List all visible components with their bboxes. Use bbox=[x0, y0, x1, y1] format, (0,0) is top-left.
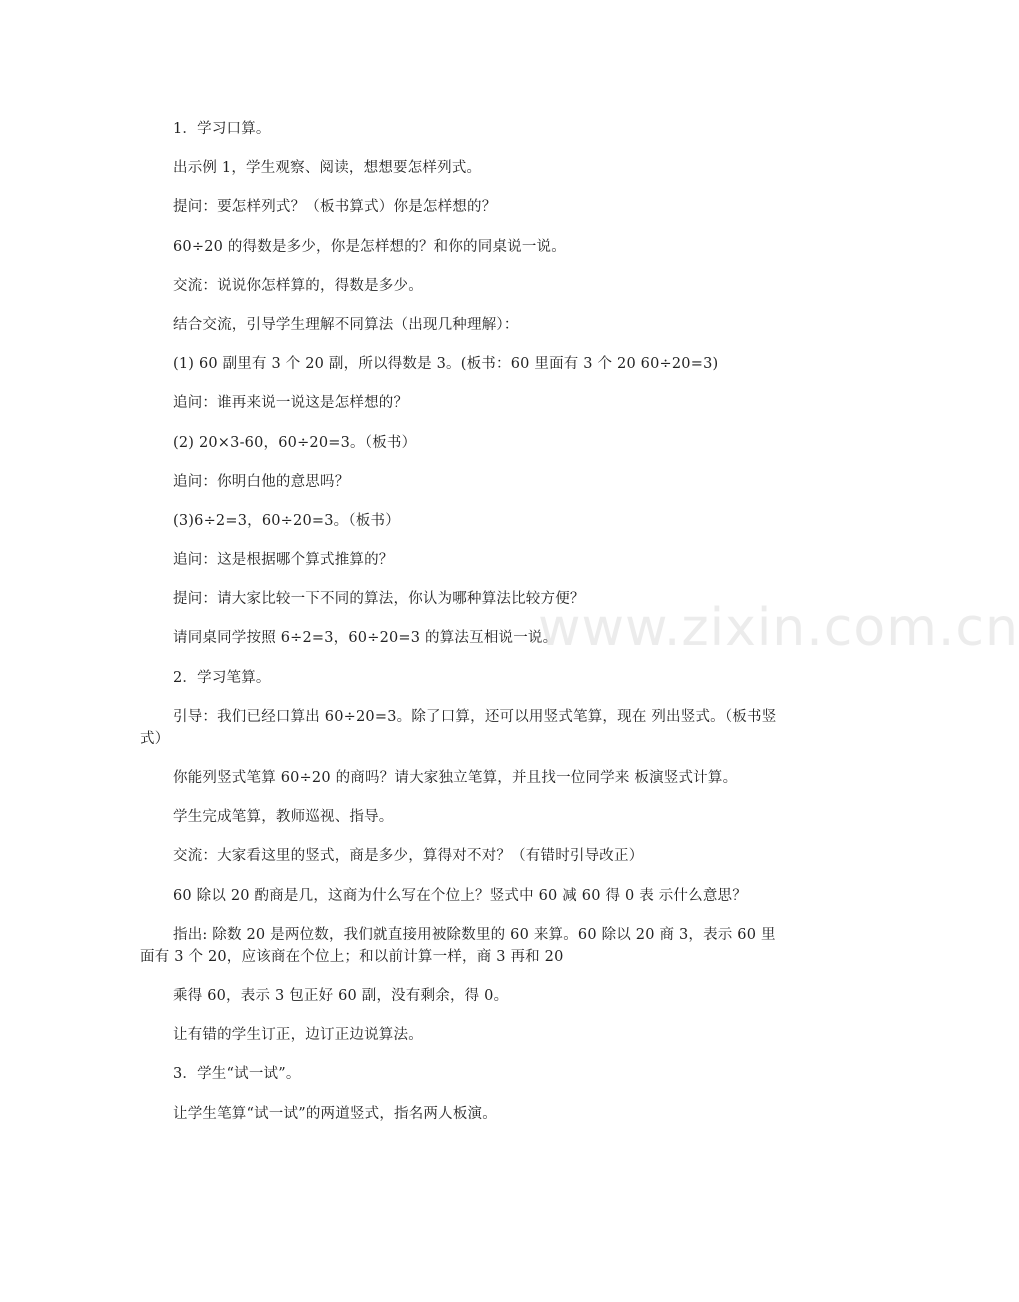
paragraph: 学生完成笔算，教师巡视、指导。 bbox=[173, 809, 394, 826]
paragraph: (2) 20×3-60，60÷20=3。（板书） bbox=[173, 434, 417, 451]
paragraph: (3)6÷2=3，60÷20=3。（板书） bbox=[173, 512, 400, 529]
document-body bbox=[140, 118, 790, 1142]
paragraph: 提问：要怎样列式？（板书算式）你是怎样想的？ bbox=[173, 199, 497, 216]
paragraph: 追问：你明白他的意思吗？ bbox=[173, 473, 350, 490]
paragraph: 60 除以 20 酌商是几，这商为什么写在个位上？竖式中 60 减 60 得 0 表 示什么意思？ bbox=[173, 887, 747, 904]
paragraph: 结合交流，引导学生理解不同算法（出现几种理解）： bbox=[173, 316, 519, 333]
section-heading: 2．学习笔算。 bbox=[173, 669, 271, 686]
section-heading: 3．学生“试一试”。 bbox=[173, 1066, 301, 1083]
watermark: www.zixin.com.cn bbox=[538, 598, 1019, 658]
paragraph: 引导：我们已经口算出 60÷20=3。除了口算，还可以用竖式笔算，现在 列出竖式。（板书竖式） bbox=[140, 708, 777, 747]
paragraph: 乘得 60，表示 3 包正好 60 副，没有剩余，得 0。 bbox=[173, 987, 509, 1004]
paragraph: 交流：说说你怎样算的，得数是多少。 bbox=[173, 277, 423, 294]
paragraph: 提问：请大家比较一下不同的算法，你认为哪种算法比较方便？ bbox=[173, 591, 585, 608]
paragraph: 1．学习口算。 bbox=[173, 121, 271, 137]
paragraph: 60÷20 的得数是多少，你是怎样想的？和你的同桌说一说。 bbox=[173, 238, 566, 255]
paragraph: 指出: 除数 20 是两位数，我们就直接用被除数里的 60 来算。60 除以 20 商 3，表示 60 里面有 3 个 20，应该商在个位上；和以前计算一样，商 3 再和 20 bbox=[140, 926, 776, 965]
paragraph: 让有错的学生订正，边订正边说算法。 bbox=[173, 1027, 423, 1044]
paragraph: 你能列竖式笔算 60÷20 的商吗？请大家独立笔算，并且找一位同学来 板演竖式计算。 bbox=[173, 770, 738, 786]
paragraph: 出示例 1，学生观察、阅读，想想要怎样列式。 bbox=[173, 160, 482, 177]
paragraph: (1) 60 副里有 3 个 20 副，所以得数是 3。(板书：60 里面有 3 个 20 60÷20=3) bbox=[173, 356, 719, 373]
paragraph: 追问：这是根据哪个算式推算的？ bbox=[173, 552, 394, 569]
paragraph: 交流：大家看这里的竖式，商是多少，算得对不对？（有错时引导改正） bbox=[173, 848, 644, 865]
paragraph: 追问：谁再来说一说这是怎样想的？ bbox=[173, 395, 409, 412]
paragraph: 请同桌同学按照 6÷2=3，60÷20=3 的算法互相说一说。 bbox=[173, 630, 558, 647]
paragraph: 让学生笔算“试一试”的两道竖式，指名两人板演。 bbox=[173, 1105, 497, 1122]
